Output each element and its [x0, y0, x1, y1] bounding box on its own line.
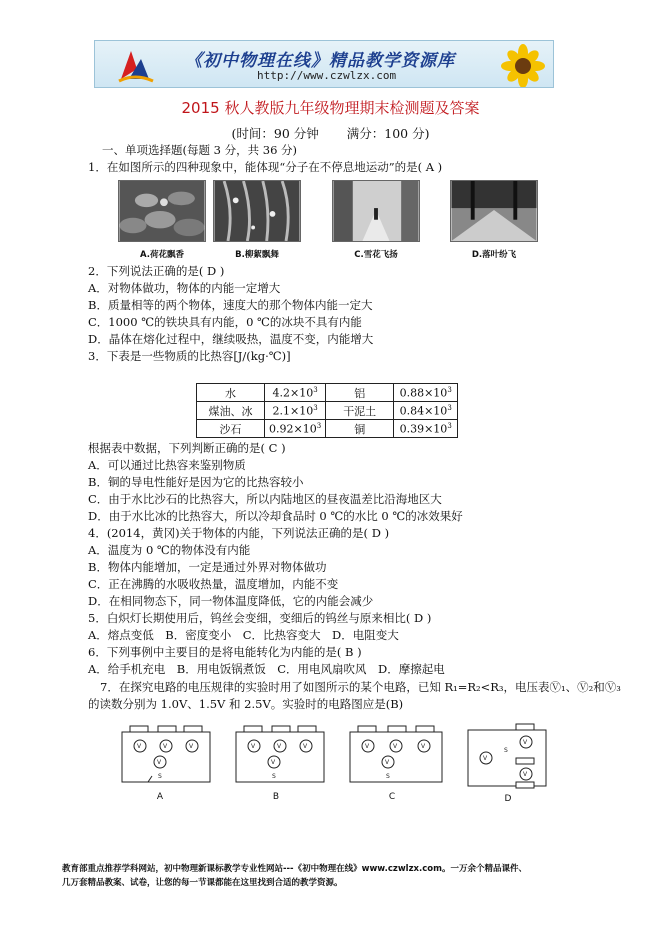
table-row — [197, 384, 458, 402]
footer-line-2: 几万套精品教案、试卷，让您的每一节课都能在这里找到合适的教学资源。 — [62, 878, 343, 888]
q3-option-d: D．由于水比冰的比热容大，所以冷却食品时 0 ℃的水比 0 ℃的冰效果好 — [88, 509, 463, 523]
svg-text:V: V — [421, 743, 426, 750]
question-1: 1．在如图所示的四种现象中，能体现“分子在不停息地运动”的是( A ) — [88, 160, 443, 174]
table-cell: 铜 — [326, 420, 394, 438]
circuit-diagram-d — [464, 722, 550, 792]
svg-text:V: V — [303, 743, 308, 750]
photo-caption-c: C.雪花飞扬 — [354, 250, 398, 260]
svg-text:S: S — [158, 773, 162, 780]
specific-heat-table — [196, 383, 458, 438]
table-cell — [265, 420, 326, 438]
sunflower-icon — [495, 43, 551, 88]
svg-text:V: V — [483, 755, 488, 762]
circuit-label-b: B — [272, 792, 280, 802]
svg-text:S: S — [504, 747, 508, 754]
question-7: 7．在探究电路的电压规律的实验时用了如图所示的某个电路，已知 R₁=R₂<R₃，电压表Ⓥ₁、Ⓥ₂和Ⓥ₃ — [100, 680, 621, 694]
q3-option-a: A．可以通过比热容来鉴别物质 — [88, 458, 246, 472]
table-cell — [265, 384, 326, 402]
circuit-label-a: A — [156, 792, 164, 802]
table-value: 0.92×10 — [269, 422, 317, 436]
photo-lotus — [118, 180, 206, 242]
photo-caption-a: A.荷花飘香 — [140, 250, 184, 260]
table-cell: 铝 — [326, 384, 394, 402]
document-title: 2015 秋人教版九年级物理期末检测题及答案 — [181, 99, 480, 117]
leaves-image-icon — [451, 181, 537, 241]
svg-text:V: V — [365, 743, 370, 750]
footer-line-1: 教育部重点推荐学科网站，初中物理新课标教学专业性网站---《初中物理在线》www.czwlzx.com。一万余个精品课件、 — [62, 864, 527, 874]
exponent: 3 — [316, 421, 322, 430]
table-value: 0.88×10 — [399, 386, 448, 400]
svg-text:V: V — [157, 759, 162, 766]
page-footer — [62, 862, 527, 890]
svg-text:V: V — [277, 743, 282, 750]
question-2: 2．下列说法正确的是( D ) — [88, 264, 225, 278]
table-cell — [394, 384, 458, 402]
circuit-label-c: C — [388, 792, 396, 802]
circuit-diagram-c — [346, 722, 446, 788]
question-7-cont: 的读数分别为 1.0V、1.5V 和 2.5V。实验时的电路图应是(B) — [88, 697, 404, 711]
table-value: 2.1×10 — [272, 404, 314, 418]
lotus-image-icon — [119, 181, 205, 241]
exponent: 3 — [447, 403, 452, 412]
q5-options: A．熔点变低 B．密度变小 C．比热容变大 D．电阻变大 — [88, 628, 399, 642]
q4-option-c: C．正在沸腾的水吸收热量，温度增加，内能不变 — [88, 577, 339, 591]
photo-leaves — [450, 180, 538, 242]
question-4: 4．(2014，黄冈)关于物体的内能，下列说法正确的是( D ) — [88, 526, 390, 540]
svg-text:V: V — [523, 739, 528, 746]
photo-caption-d: D.落叶纷飞 — [471, 250, 517, 260]
table-row — [197, 420, 458, 438]
svg-text:V: V — [385, 759, 390, 766]
table-cell — [265, 402, 326, 420]
table-cell — [394, 420, 458, 438]
question-5: 5．白炽灯长期使用后，钨丝会变细，变细后的钨丝与原来相比( D ) — [88, 611, 432, 625]
exam-info — [0, 124, 661, 142]
svg-text:V: V — [251, 743, 256, 750]
table-value: 4.2×10 — [272, 386, 314, 400]
exponent: 3 — [313, 403, 318, 412]
q4-option-b: B．物体内能增加，一定是通过外界对物体做功 — [88, 560, 327, 574]
section-heading: 一、单项选择题(每题 3 分，共 36 分) — [102, 143, 298, 157]
q4-option-a: A．温度为 0 ℃的物体没有内能 — [88, 543, 251, 557]
q2-option-b: B．质量相等的两个物体，速度大的那个物体内能一定大 — [88, 298, 373, 312]
photo-caption-b: B.柳絮飘舞 — [235, 250, 279, 260]
circuit-diagram-a — [118, 722, 214, 788]
svg-text:V: V — [189, 743, 194, 750]
q2-option-a: A．对物体做功，物体的内能一定增大 — [88, 281, 281, 295]
q3-option-b: B．铜的导电性能好是因为它的比热容较小 — [88, 475, 304, 489]
svg-text:S: S — [386, 773, 390, 780]
site-logo-icon — [115, 45, 155, 85]
q3-prompt: 根据表中数据，下列判断正确的是( C ) — [88, 441, 286, 455]
table-row — [197, 402, 458, 420]
table-cell: 干泥土 — [326, 402, 394, 420]
q3-option-c: C．由于水比沙石的比热容大，所以内陆地区的昼夜温差比沿海地区大 — [88, 492, 442, 506]
banner-title: 《初中物理在线》精品教学资源库 — [185, 51, 455, 71]
exponent: 3 — [313, 385, 318, 394]
table-value: 0.84×10 — [399, 404, 448, 418]
exponent: 3 — [447, 421, 452, 430]
q6-options: A．给手机充电 B．用电饭锅煮饭 C．用电风扇吹风 D．摩擦起电 — [88, 662, 445, 676]
q2-option-d: D．晶体在熔化过程中，继续吸热，温度不变，内能增大 — [88, 332, 374, 346]
table-cell: 水 — [197, 384, 265, 402]
circuit-label-d: D — [504, 794, 512, 804]
svg-text:V: V — [137, 743, 142, 750]
photo-snow — [332, 180, 420, 242]
q2-option-c: C．1000 ℃的铁块具有内能，0 ℃的冰块不具有内能 — [88, 315, 362, 329]
willow-image-icon — [214, 181, 300, 241]
q4-option-d: D．在相同物态下，同一物体温度降低，它的内能会减少 — [88, 594, 374, 608]
svg-text:V: V — [393, 743, 398, 750]
exponent: 3 — [447, 385, 452, 394]
header-banner — [94, 40, 554, 88]
svg-text:V: V — [523, 771, 528, 778]
exam-time: (时间：90 分钟 — [231, 126, 319, 141]
question-6: 6．下列事例中主要目的是将电能转化为内能的是( B ) — [88, 645, 362, 659]
table-cell — [394, 402, 458, 420]
svg-text:V: V — [163, 743, 168, 750]
banner-url: http://www.czwlzx.com — [257, 69, 397, 82]
question-3: 3．下表是一些物质的比热容[J/(kg·℃)] — [88, 349, 291, 363]
svg-text:S: S — [272, 773, 276, 780]
svg-text:V: V — [271, 759, 276, 766]
snow-image-icon — [333, 181, 419, 241]
table-cell: 煤油、冰 — [197, 402, 265, 420]
photo-willow — [213, 180, 301, 242]
exam-score: 满分：100 分) — [346, 126, 430, 141]
table-cell: 沙石 — [197, 420, 265, 438]
table-value: 0.39×10 — [399, 422, 448, 436]
circuit-diagram-b — [232, 722, 328, 788]
